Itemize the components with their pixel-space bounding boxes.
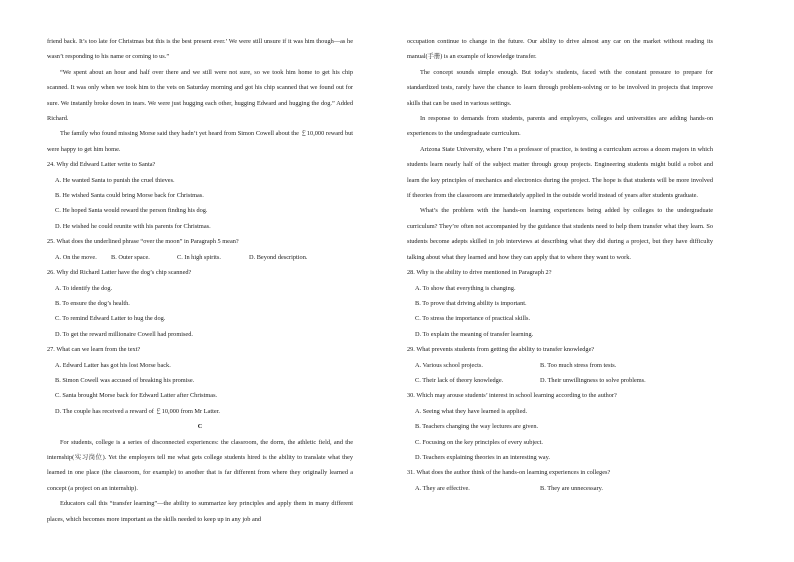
option-25-a: A. On the move. [55, 253, 97, 261]
option-30-a: A. Seeing what they have learned is applied. [415, 407, 528, 415]
paragraph-concept: The concept sounds simple enough. But today’s students, faced with the constant pressure to prepare for standardized tests, rarely have the chance to learn through problem-solving or to be involved in projects that improve skills that can be used in various settings. [407, 68, 713, 107]
question-31: 31. What does the author think of the hands-on learning experiences in colleges? [407, 469, 611, 477]
option-29-d: D. Their unwillingness to solve problems. [540, 376, 646, 384]
option-24-a: A. He wanted Santa to punish the cruel thieves. [55, 176, 175, 184]
question-29: 29. What prevents students from getting the ability to transfer knowledge? [407, 346, 595, 354]
paragraph-continuation: friend back. It’s too late for Christmas but this is the best present ever.’ We were still unsure if it was him though—as he wasn’t responding to his name or coming to us.” [47, 38, 353, 61]
option-26-b: B. To ensure the dog’s health. [55, 299, 130, 307]
question-28: 28. Why is the ability to drive mentioned in Paragraph 2? [407, 269, 552, 277]
left-column [47, 34, 353, 527]
paragraph-vets: “We spent about an hour and half over there and we still were not sure, so we took him home to get his chip scanned. It was only when we took him to the vets on Saturday morning and got his chip scanned that we found out for sure. We instantly broke down in tears. We were just hugging each other, hugging Edward and hugging the dog.” Added Richard. [47, 68, 353, 123]
option-29-b: B. Too much stress from tests. [540, 361, 617, 369]
option-31-a: A. They are effective. [415, 484, 470, 492]
option-25-c: C. In high spirits. [177, 253, 221, 261]
paragraph-c1: For students, college is a series of disconnected experiences: the classroom, the dorm, the athletic field, and the internship(实习岗位). Yet the employers tell me what gets college students hired is the ability to translate what they learned in one place (the classroom, for example) to another that is far different from where they originally learned a concept (a project on an internship). [47, 438, 353, 492]
options-29-ab [407, 358, 713, 373]
option-29-c: C. Their lack of theory knowledge. [415, 376, 504, 384]
option-28-c: C. To stress the importance of practical skills. [415, 315, 531, 323]
paragraph-response: In response to demands from students, parents and employers, colleges and universities are adding hands-on experiences to the undergraduate curriculum. [407, 115, 713, 138]
option-25-d: D. Beyond description. [249, 253, 308, 261]
paragraph-problem: What’s the problem with the hands-on learning experiences being added by colleges to the undergraduate curriculum? They’re often not accompanied by the guidance that students need to help them transfer what they learn. So students become adepts skilled in job interviews at describing what they did during a project, but they have difficulty talking about what they learned and how they can apply that to where they want to work. [407, 207, 713, 261]
options-29-cd [407, 373, 713, 388]
option-26-a: A. To identify the dog. [55, 284, 113, 292]
question-24: 24. Why did Edward Latter write to Santa? [47, 161, 156, 169]
option-27-c: C. Santa brought Morse back for Edward Latter after Christmas. [55, 392, 218, 400]
option-24-b: B. He wished Santa could bring Morse back for Christmas. [55, 192, 204, 200]
question-26: 26. Why did Richard Latter have the dog’s chip scanned? [47, 269, 192, 277]
paragraph-c2: Educators call this “transfer learning”—the ability to summarize key principles and apply them in many different places, which becomes more important as the skills needed to keep up in any job and [47, 500, 353, 523]
paragraph-arizona: Arizona State University, where I’m a professor of practice, is testing a curriculum across a dozen majors in which students learn nearly half of the subject matter through group projects. Engineering students might build a robot and learn the key principles of mechanics and electronics during the project. The hope is that students will be more involved if theories from the classroom are immediately applied in the outside world instead of years after students graduate. [407, 145, 713, 200]
right-column [407, 34, 713, 496]
option-28-a: A. To show that everything is changing. [415, 284, 516, 292]
option-28-b: B. To prove that driving ability is important. [415, 299, 527, 307]
section-heading: C [197, 423, 203, 431]
option-26-d: D. To get the reward millionaire Cowell had promised. [55, 330, 193, 338]
options-31-ab [407, 481, 713, 496]
option-28-d: D. To explain the meaning of transfer learning. [415, 330, 534, 338]
option-27-a: A. Edward Latter has got his lost Morse back. [55, 361, 171, 369]
option-25-b: B. Outer space. [111, 253, 150, 261]
paragraph-continuation-right: occupation continue to change in the future. Our ability to drive almost any car on the market without reading its manual(手册) is an example of knowledge transfer. [407, 38, 713, 61]
option-26-c: C. To remind Edward Latter to hug the dog. [55, 315, 166, 323]
question-27: 27. What can we learn from the text? [47, 346, 141, 354]
option-27-b: B. Simon Cowell was accused of breaking his promise. [55, 376, 195, 384]
option-29-a: A. Various school projects. [415, 361, 483, 369]
option-24-c: C. He hoped Santa would reward the person finding his dog. [55, 207, 208, 215]
options-25 [47, 250, 353, 265]
option-31-b: B. They are unnecessary. [540, 484, 603, 492]
option-30-d: D. Teachers explaining theories in an interesting way. [415, 453, 550, 461]
option-24-d: D. He wished he could reunite with his parents for Christmas. [55, 222, 211, 230]
question-25: 25. What does the underlined phrase “over the moon” in Paragraph 5 mean? [47, 238, 239, 246]
option-27-d: D. The couple has received a reward of ￡10,000 from Mr Latter. [55, 407, 220, 415]
paragraph-family: The family who found missing Morse said they hadn’t yet heard from Simon Cowell about the ￡10,000 reward but were happy to get him home. [47, 130, 353, 153]
option-30-b: B. Teachers changing the way lectures are given. [415, 423, 539, 431]
option-30-c: C. Focusing on the key principles of every subject. [415, 438, 544, 446]
question-30: 30. Which may arouse students’ interest in school learning according to the author? [407, 392, 617, 400]
